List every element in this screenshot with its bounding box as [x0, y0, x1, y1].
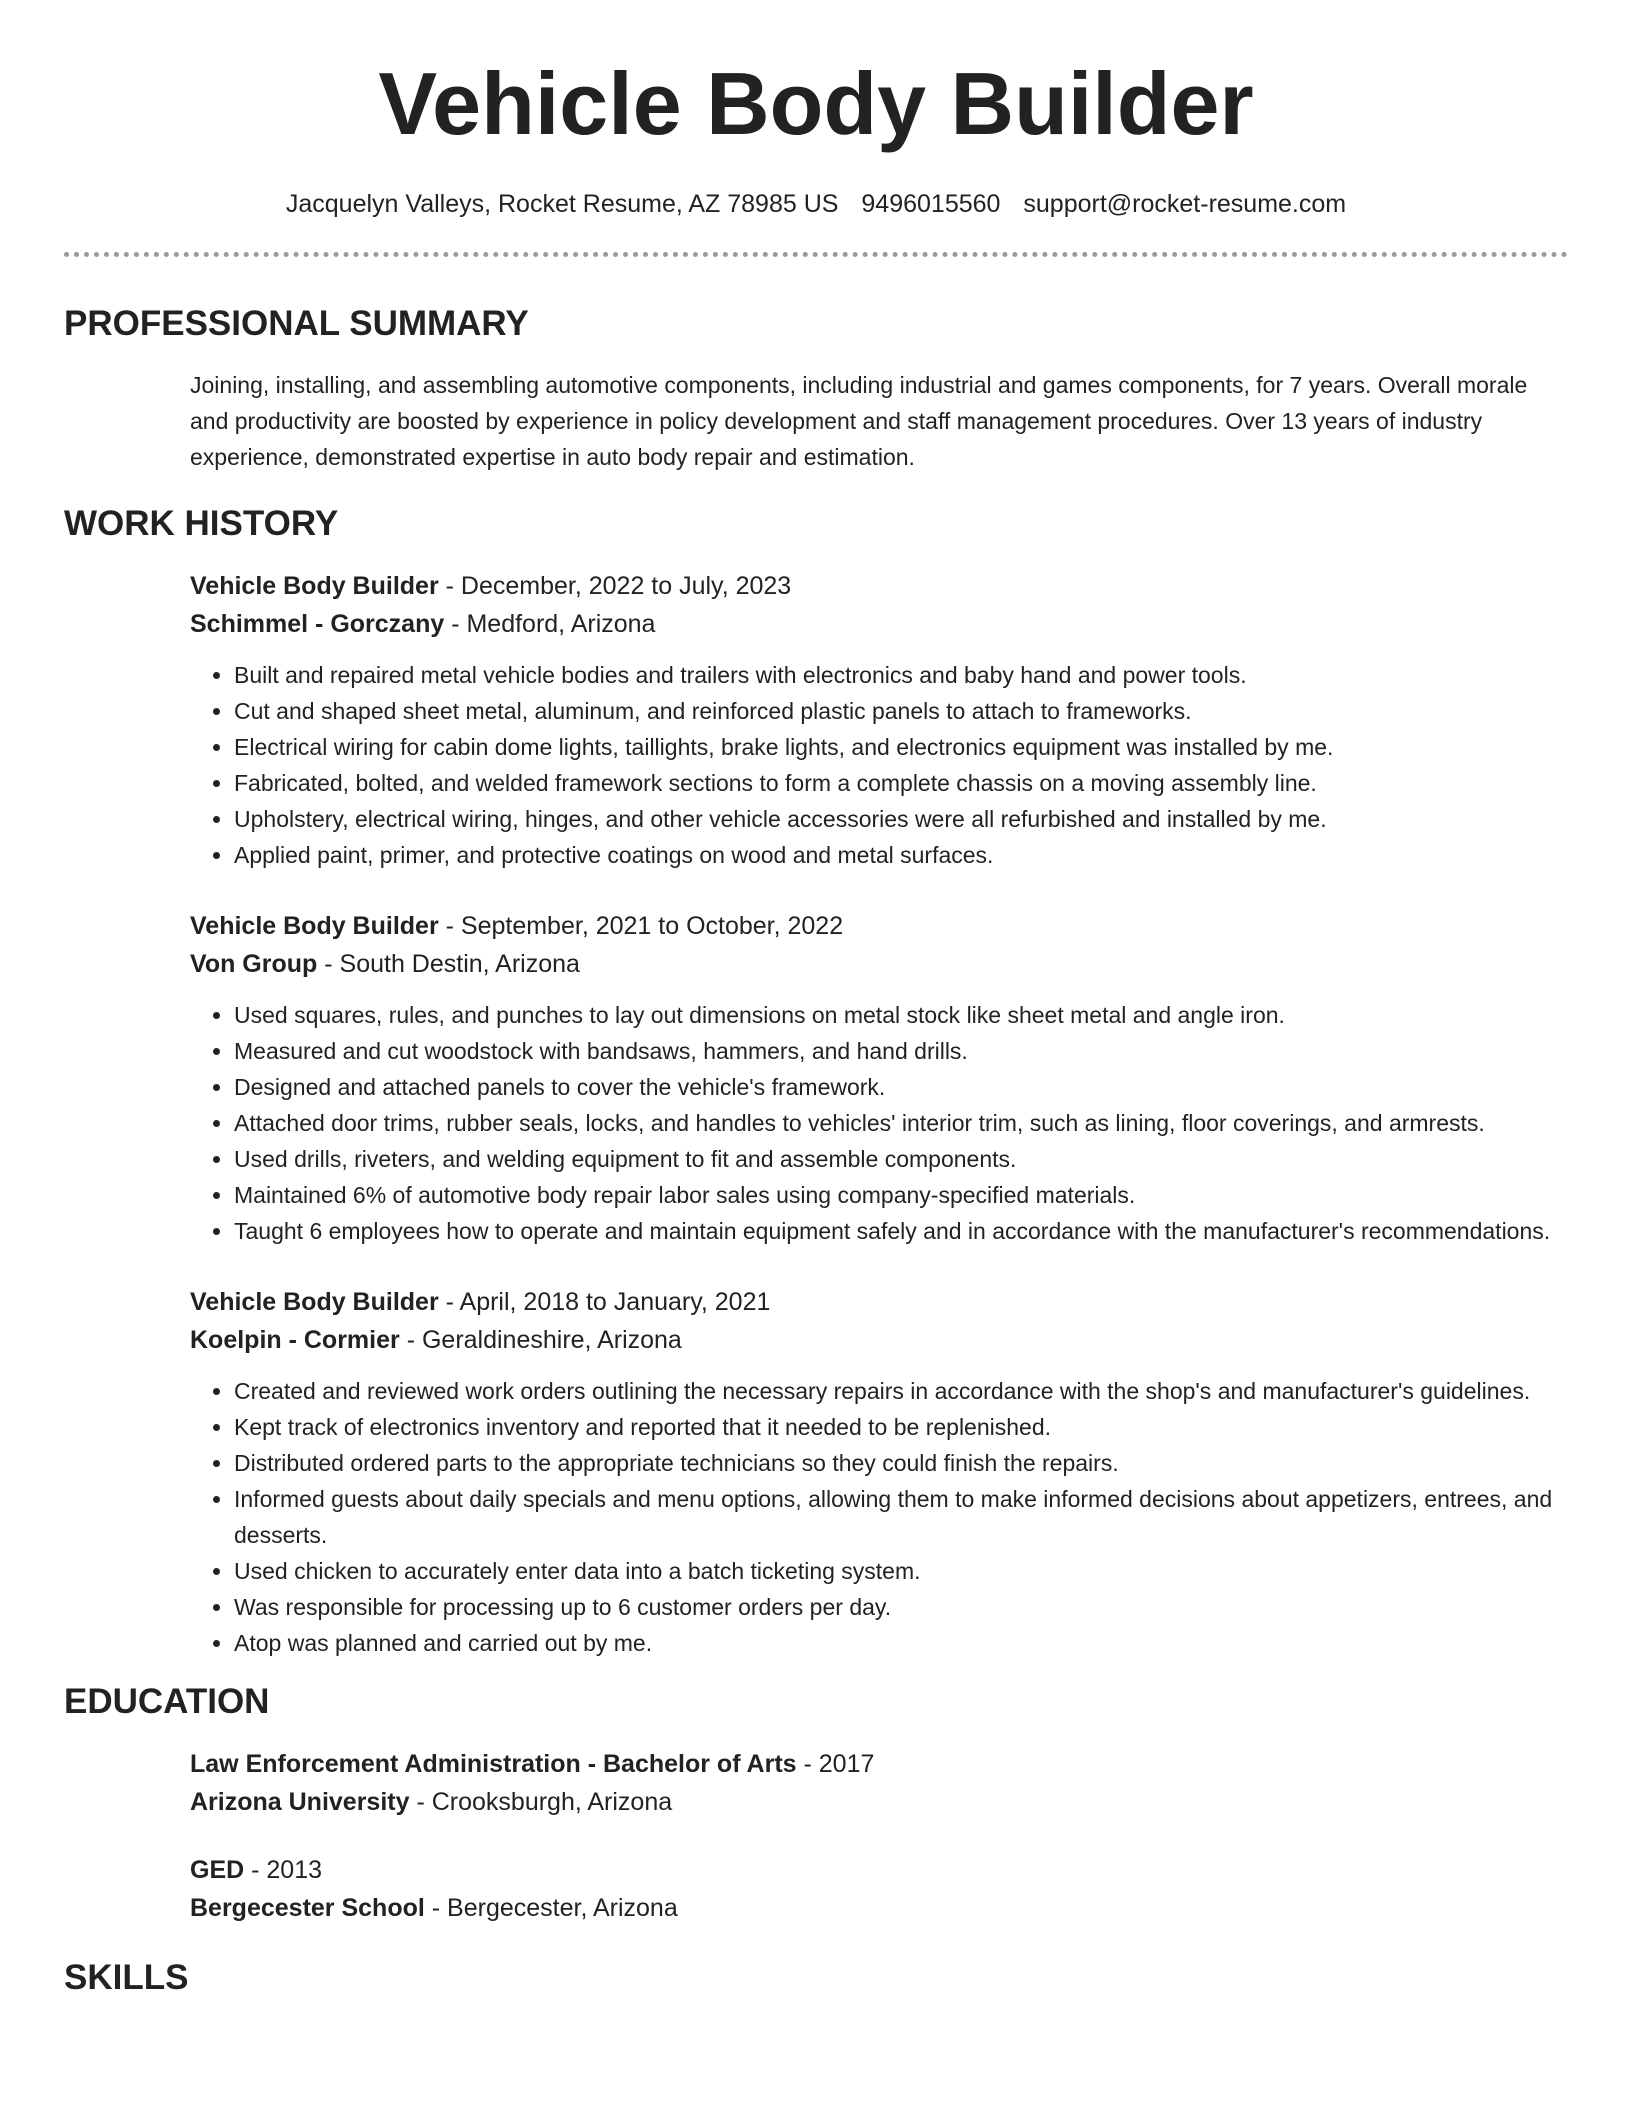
job-location: - Geraldineshire, Arizona	[399, 1326, 682, 1354]
list-item: • Created and reviewed work orders outlining the necessary repairs in accordance with the shop's and manufacturer's guidelines.	[234, 1373, 1568, 1409]
list-item: • Designed and attached panels to cover the vehicle's framework.	[234, 1069, 1568, 1105]
job-company: Koelpin - Cormier	[190, 1326, 400, 1354]
job-bullets	[190, 1373, 1568, 1661]
education-degree: Law Enforcement Administration - Bachelor of Arts	[190, 1750, 797, 1778]
job-role: Vehicle Body Builder	[190, 1288, 439, 1316]
job-bullets	[190, 997, 1568, 1249]
education-year: - 2017	[796, 1750, 875, 1778]
education-degree: GED	[190, 1856, 245, 1884]
education-list	[64, 1745, 1568, 1927]
work-entry	[190, 907, 1568, 1249]
list-item: • Used squares, rules, and punches to lay out dimensions on metal stock like sheet metal and angle iron.	[234, 997, 1568, 1033]
education-location: - Bergecester, Arizona	[424, 1894, 678, 1922]
contact-phone: 9496015560	[861, 190, 1001, 218]
work-history-list	[64, 567, 1568, 1661]
contact-address: Jacquelyn Valleys, Rocket Resume, AZ 78985 US	[285, 190, 839, 218]
list-item: • Used drills, riveters, and welding equipment to fit and assemble components.	[234, 1141, 1568, 1177]
job-title-line	[190, 907, 1568, 945]
list-item: • Atop was planned and carried out by me.	[234, 1625, 1568, 1661]
job-location: - Medford, Arizona	[444, 610, 656, 638]
list-item: • Built and repaired metal vehicle bodies and trailers with electronics and baby hand and power tools.	[234, 657, 1568, 693]
education-school: Arizona University	[190, 1788, 410, 1816]
resume-name: Vehicle Body Builder	[378, 54, 1254, 153]
job-dates: - September, 2021 to October, 2022	[438, 912, 844, 940]
education-school-line	[190, 1783, 1568, 1821]
header-divider	[64, 252, 1568, 257]
work-entry	[190, 567, 1568, 873]
contact-email: support@rocket-resume.com	[1023, 190, 1347, 218]
list-item: • Fabricated, bolted, and welded framework sections to form a complete chassis on a moving assembly line.	[234, 765, 1568, 801]
list-item: • Distributed ordered parts to the appropriate technicians so they could finish the repairs.	[234, 1445, 1568, 1481]
education-school: Bergecester School	[190, 1894, 425, 1922]
list-item: • Cut and shaped sheet metal, aluminum, and reinforced plastic panels to attach to frameworks.	[234, 693, 1568, 729]
education-entry	[190, 1745, 1568, 1821]
list-item: • Maintained 6% of automotive body repair labor sales using company-specified materials.	[234, 1177, 1568, 1213]
education-year: - 2013	[244, 1856, 323, 1884]
education-degree-line	[190, 1851, 1568, 1889]
section-title-skills: SKILLS	[64, 1958, 189, 1997]
list-item: • Kept track of electronics inventory and reported that it needed to be replenished.	[234, 1409, 1568, 1445]
education-degree-line	[190, 1745, 1568, 1783]
section-title-education: EDUCATION	[64, 1682, 270, 1721]
list-item: • Used chicken to accurately enter data into a batch ticketing system.	[234, 1553, 1568, 1589]
job-title-line	[190, 1283, 1568, 1321]
education-location: - Crooksburgh, Arizona	[409, 1788, 673, 1816]
section-title-summary: PROFESSIONAL SUMMARY	[64, 304, 529, 343]
list-item: • Applied paint, primer, and protective coatings on wood and metal surfaces.	[234, 837, 1568, 873]
job-company-line	[190, 1321, 1568, 1359]
work-entry	[190, 1283, 1568, 1661]
job-company-line	[190, 605, 1568, 643]
education-school-line	[190, 1889, 1568, 1927]
job-title-line	[190, 567, 1568, 605]
list-item: • Upholstery, electrical wiring, hinges, and other vehicle accessories were all refurbished and installed by me.	[234, 801, 1568, 837]
list-item: • Was responsible for processing up to 6 customer orders per day.	[234, 1589, 1568, 1625]
job-bullets	[190, 657, 1568, 873]
list-item: • Electrical wiring for cabin dome lights, taillights, brake lights, and electronics equipment was installed by me.	[234, 729, 1568, 765]
job-location: - South Destin, Arizona	[317, 950, 580, 978]
job-role: Vehicle Body Builder	[190, 572, 439, 600]
job-dates: - April, 2018 to January, 2021	[438, 1288, 771, 1316]
list-item: • Taught 6 employees how to operate and maintain equipment safely and in accordance with the manufacturer's recommendations.	[234, 1213, 1568, 1249]
job-company-line	[190, 945, 1568, 983]
education-entry	[190, 1851, 1568, 1927]
contact-line	[64, 188, 1568, 220]
summary-text: Joining, installing, and assembling automotive components, including industrial and games components, for 7 years. Overall morale and productivity are boosted by experience in policy development and staff management procedures. Over 13 years of industry experience, demonstrated expertise in auto body repair and estimation.	[190, 372, 1528, 470]
job-dates: - December, 2022 to July, 2023	[438, 572, 792, 600]
list-item: • Attached door trims, rubber seals, locks, and handles to vehicles' interior trim, such as lining, floor coverings, and armrests.	[234, 1105, 1568, 1141]
job-company: Schimmel - Gorczany	[190, 610, 445, 638]
job-company: Von Group	[190, 950, 318, 978]
list-item: • Measured and cut woodstock with bandsaws, hammers, and hand drills.	[234, 1033, 1568, 1069]
list-item: • Informed guests about daily specials and menu options, allowing them to make informed decisions about appetizers, entrees, and desserts.	[234, 1481, 1568, 1553]
job-role: Vehicle Body Builder	[190, 912, 439, 940]
section-title-work-history: WORK HISTORY	[64, 504, 339, 543]
